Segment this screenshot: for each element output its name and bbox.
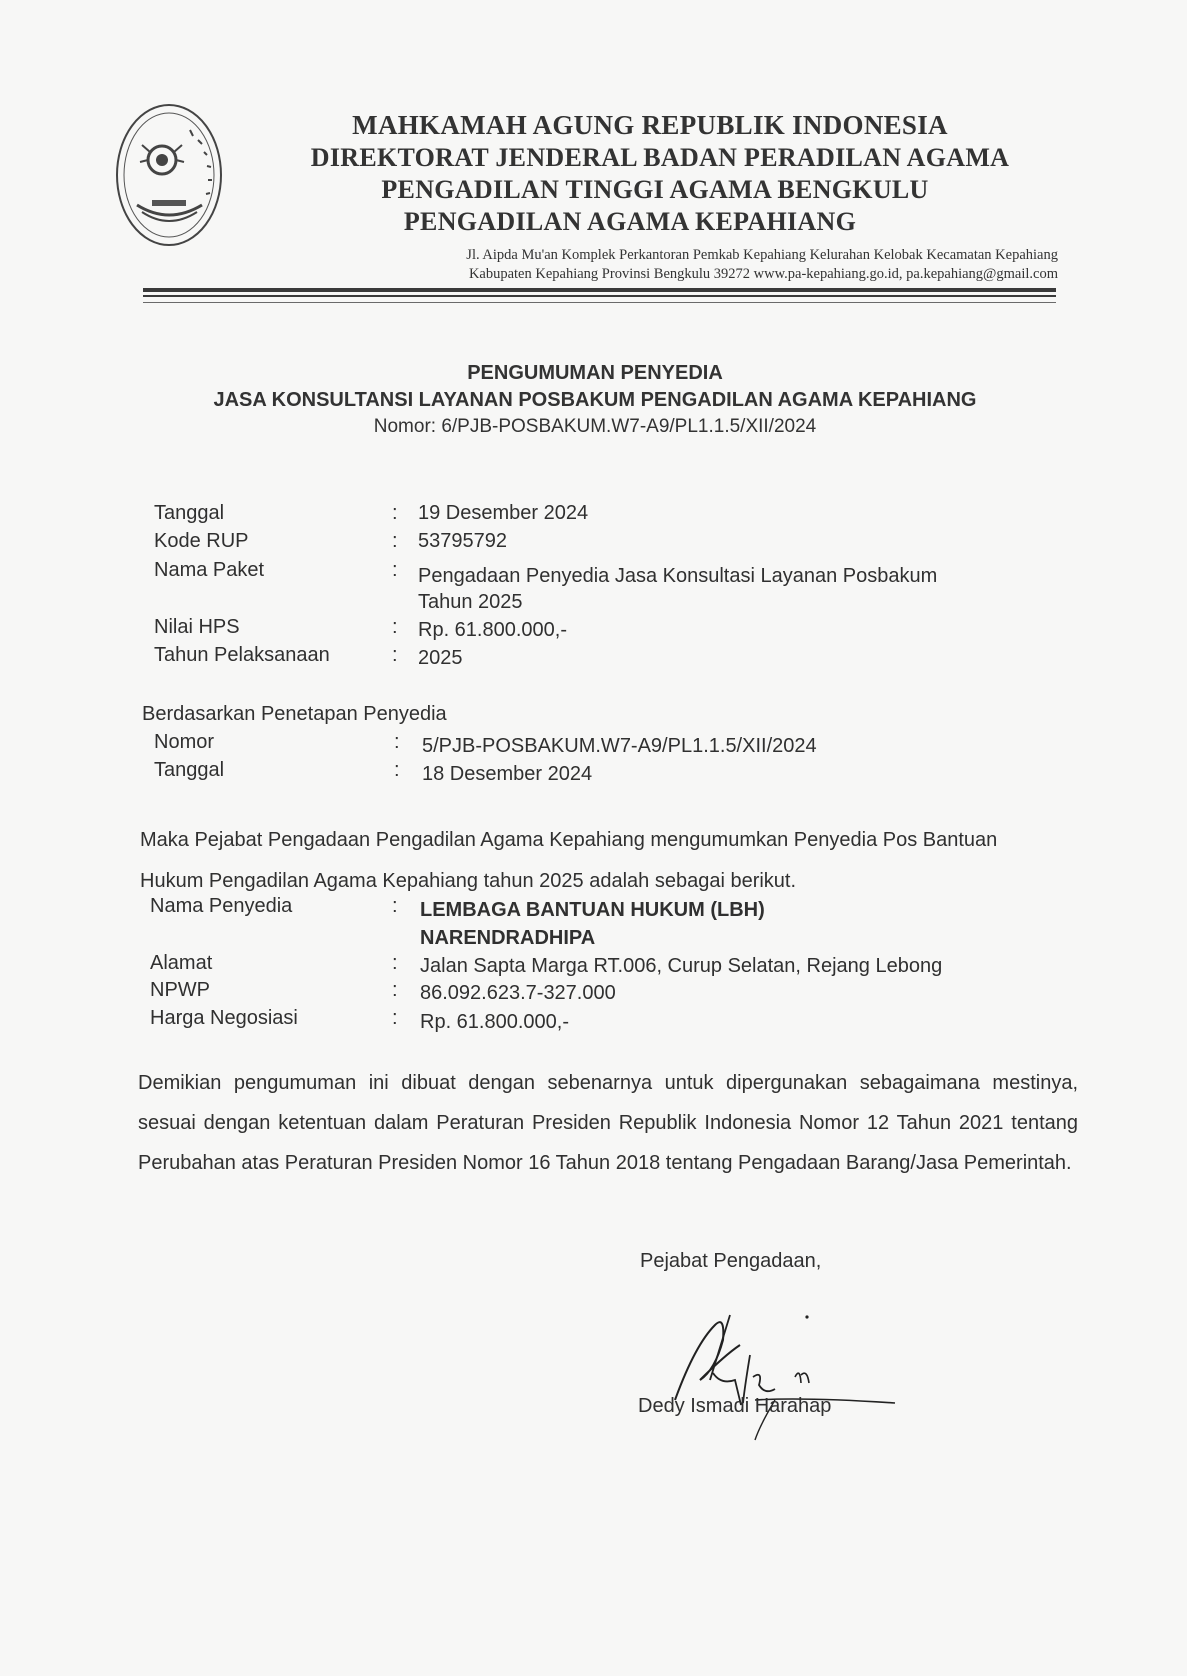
signatory-title: Pejabat Pengadaan, bbox=[640, 1250, 822, 1272]
provider-name: NARENDRADHIPA bbox=[420, 927, 596, 949]
field-value: 18 Desember 2024 bbox=[422, 763, 593, 785]
letterhead-rule bbox=[143, 302, 1056, 303]
field-value: 86.092.623.7-327.000 bbox=[420, 982, 616, 1004]
provider-name: LEMBAGA BANTUAN HUKUM (LBH) bbox=[420, 899, 765, 921]
field-value: Pengadaan Penyedia Jasa Konsultasi Layanan Posbakum bbox=[418, 565, 938, 587]
field-value: 5/PJB-POSBAKUM.W7-A9/PL1.1.5/XII/2024 bbox=[422, 735, 817, 757]
field-label: NPWP bbox=[150, 979, 210, 1001]
letterhead-address bbox=[250, 246, 1058, 284]
document-number: Nomor: 6/PJB-POSBAKUM.W7-A9/PL1.1.5/XII/2024 bbox=[373, 416, 817, 437]
signatory-name: Dedy Ismadi Harahap bbox=[638, 1395, 832, 1417]
field-colon: : bbox=[392, 530, 398, 552]
field-label: Harga Negosiasi bbox=[150, 1007, 298, 1029]
field-colon: : bbox=[394, 731, 400, 753]
field-label: Nama Penyedia bbox=[150, 895, 293, 917]
field-value: 2025 bbox=[418, 647, 463, 669]
field-label: Tanggal bbox=[154, 502, 225, 524]
title-subheading: JASA KONSULTANSI LAYANAN POSBAKUM PENGADILAN AGAMA KEPAHIANG bbox=[213, 389, 977, 411]
letterhead-rule bbox=[143, 295, 1056, 297]
field-value: 53795792 bbox=[418, 530, 507, 552]
field-label: Nama Paket bbox=[154, 559, 265, 581]
field-label: Kode RUP bbox=[154, 530, 249, 552]
letterhead bbox=[250, 108, 1070, 238]
field-value: Rp. 61.800.000,- bbox=[418, 619, 567, 641]
field-colon: : bbox=[392, 502, 398, 524]
field-colon: : bbox=[392, 616, 398, 638]
field-value: 19 Desember 2024 bbox=[418, 502, 589, 524]
letterhead-line-3: PENGADILAN TINGGI AGAMA BENGKULU bbox=[381, 175, 929, 204]
letterhead-line-1: MAHKAMAH AGUNG REPUBLIK INDONESIA bbox=[352, 110, 948, 140]
field-label: Nilai HPS bbox=[154, 616, 240, 638]
letterhead-line-2: DIREKTORAT JENDERAL BADAN PERADILAN AGAMA bbox=[310, 143, 1010, 172]
letterhead-line-4: PENGADILAN AGAMA KEPAHIANG bbox=[403, 207, 857, 236]
field-value: Jalan Sapta Marga RT.006, Curup Selatan, Rejang Lebong bbox=[420, 955, 943, 977]
field-colon: : bbox=[392, 895, 398, 917]
letterhead-rule bbox=[143, 288, 1056, 292]
field-value: Rp. 61.800.000,- bbox=[420, 1011, 569, 1033]
field-label: Alamat bbox=[150, 952, 213, 974]
announcement-line-2: Hukum Pengadilan Agama Kepahiang tahun 2025 adalah sebagai berikut. bbox=[140, 870, 797, 892]
announcement-paragraph bbox=[140, 820, 1090, 902]
field-label: Nomor bbox=[154, 731, 215, 753]
announcement-line-1: Maka Pejabat Pengadaan Pengadilan Agama Kepahiang mengumumkan Penyedia Pos Bantuan bbox=[140, 829, 998, 851]
handwritten-signature bbox=[655, 1285, 905, 1445]
field-colon: : bbox=[394, 759, 400, 781]
field-colon: : bbox=[392, 979, 398, 1001]
field-colon: : bbox=[392, 1007, 398, 1029]
field-label: Tahun Pelaksanaan bbox=[154, 644, 330, 666]
field-label: Tanggal bbox=[154, 759, 225, 781]
field-value: Tahun 2025 bbox=[418, 591, 523, 613]
document-title bbox=[100, 360, 1090, 439]
field-colon: : bbox=[392, 559, 398, 581]
address-line-2: Kabupaten Kepahiang Provinsi Bengkulu 39272 www.pa-kepahiang.go.id, pa.kepahiang@gmail.com bbox=[468, 266, 1058, 282]
basis-intro: Berdasarkan Penetapan Penyedia bbox=[142, 703, 447, 725]
field-colon: : bbox=[392, 952, 398, 974]
title-heading: PENGUMUMAN PENYEDIA bbox=[467, 362, 723, 384]
field-colon: : bbox=[392, 644, 398, 666]
closing-paragraph: Demikian pengumuman ini dibuat dengan sebenarnya untuk dipergunakan sebagaimana mestinya, sesuai dengan ketentuan dalam Peraturan Presiden Republik Indonesia Nomor 12 Tahun 2021 tentang Perubahan atas Peraturan Presiden Nomor 16 Tahun 2018 tentang Pengadaan Barang/Jasa Pemerintah. bbox=[138, 1072, 1078, 1174]
address-line-1: Jl. Aipda Mu'an Komplek Perkantoran Pemkab Kepahiang Kelurahan Kelobak Kecamatan Kepahiang bbox=[466, 247, 1058, 263]
